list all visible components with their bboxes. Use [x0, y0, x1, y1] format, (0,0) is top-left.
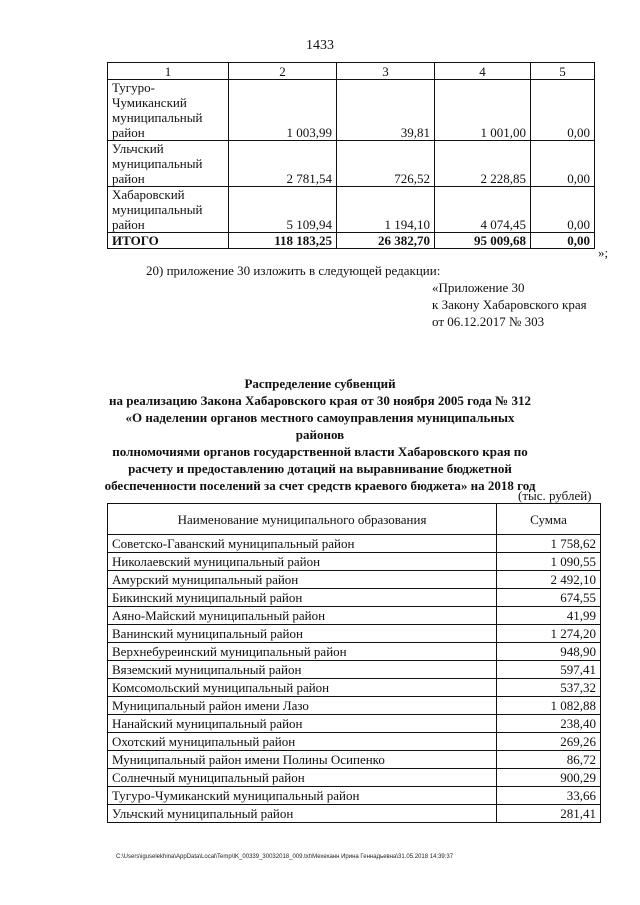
district-name: Охотский муниципальный район [108, 733, 497, 751]
table-header-row [108, 63, 595, 80]
header-sum: Сумма [497, 504, 601, 535]
table-row [108, 141, 595, 187]
table-row [108, 187, 595, 233]
district-sum: 948,90 [497, 643, 601, 661]
district-sum: 33,66 [497, 787, 601, 805]
district-name: Ульчский муниципальный район [108, 805, 497, 823]
district-name: Муниципальный район имени Полины Осипенко [108, 751, 497, 769]
appendix-reference: «Приложение 30 к Закону Хабаровского края от 06.12.2017 № 303 [432, 280, 587, 329]
column-header: 3 [337, 63, 435, 80]
distribution-table-continuation [107, 62, 595, 249]
table-row [108, 787, 601, 805]
value-cell: 726,52 [337, 141, 435, 187]
district-name: Нанайский муниципальный район [108, 715, 497, 733]
table-row [108, 643, 601, 661]
district-name-cell: Хабаровский муниципальный район [108, 187, 229, 233]
subvention-table [107, 503, 601, 823]
file-path-footer: C:\Users\iguselekhina\AppData\Local\Temp\IK_00339_30032018_009.txt\Мехеханн Ирина Геннадьевна\31.05.2018 14:39:37 [116, 854, 454, 860]
total-value: 118 183,25 [229, 233, 337, 249]
document-title: Распределение субвенций на реализацию Закона Хабаровского края от 30 ноября 2005 года № 312 «О наделении органов местного самоуправления муниципальных районов полномочиями органов государственной власти Хабаровского края по расчету и предоставлению дотаций на выравнивание бюджетной обеспеченности поселений за счет средств краевого бюджета» на 2018 год [104, 376, 536, 493]
column-header: 5 [531, 63, 595, 80]
value-cell: 4 074,45 [435, 187, 531, 233]
table-row [108, 607, 601, 625]
district-sum: 537,32 [497, 679, 601, 697]
district-sum: 1 274,20 [497, 625, 601, 643]
district-sum: 1 082,88 [497, 697, 601, 715]
district-sum: 1 758,62 [497, 535, 601, 553]
value-cell: 0,00 [531, 187, 595, 233]
value-cell: 2 228,85 [435, 141, 531, 187]
district-sum: 597,41 [497, 661, 601, 679]
page-number: 1433 [306, 38, 334, 53]
district-name: Аяно-Майский муниципальный район [108, 607, 497, 625]
value-cell: 2 781,54 [229, 141, 337, 187]
district-name: Советско-Гаванский муниципальный район [108, 535, 497, 553]
units-label: (тыс. рублей) [518, 488, 592, 503]
table-row [108, 571, 601, 589]
district-name-cell: Ульчский муниципальный район [108, 141, 229, 187]
table-row [108, 697, 601, 715]
district-name: Тугуро-Чумиканский муниципальный район [108, 787, 497, 805]
table-row [108, 805, 601, 823]
district-name: Верхнебуреинский муниципальный район [108, 643, 497, 661]
district-name: Вяземский муниципальный район [108, 661, 497, 679]
district-name: Комсомольский муниципальный район [108, 679, 497, 697]
district-name: Солнечный муниципальный район [108, 769, 497, 787]
district-sum: 86,72 [497, 751, 601, 769]
district-sum: 41,99 [497, 607, 601, 625]
district-name: Бикинский муниципальный район [108, 589, 497, 607]
district-name: Муниципальный район имени Лазо [108, 697, 497, 715]
total-row [108, 233, 595, 249]
district-sum: 2 492,10 [497, 571, 601, 589]
table-row [108, 679, 601, 697]
value-cell: 0,00 [531, 141, 595, 187]
table-row [108, 553, 601, 571]
column-header: 4 [435, 63, 531, 80]
district-sum: 1 090,55 [497, 553, 601, 571]
district-sum: 674,55 [497, 589, 601, 607]
total-value: 95 009,68 [435, 233, 531, 249]
total-value: 0,00 [531, 233, 595, 249]
district-name: Ванинский муниципальный район [108, 625, 497, 643]
table-row [108, 625, 601, 643]
table-row [108, 589, 601, 607]
value-cell: 1 001,00 [435, 80, 531, 141]
district-name-cell: Тугуро- Чумиканский муниципальный район [108, 80, 229, 141]
table-header-row [108, 504, 601, 535]
column-header: 2 [229, 63, 337, 80]
value-cell: 5 109,94 [229, 187, 337, 233]
header-name: Наименование муниципального образования [108, 504, 497, 535]
total-label: ИТОГО [108, 233, 229, 249]
district-sum: 900,29 [497, 769, 601, 787]
table-row [108, 733, 601, 751]
table-row [108, 80, 595, 141]
value-cell: 0,00 [531, 80, 595, 141]
table-row [108, 751, 601, 769]
value-cell: 1 003,99 [229, 80, 337, 141]
value-cell: 39,81 [337, 80, 435, 141]
table-row [108, 769, 601, 787]
table-row [108, 535, 601, 553]
closing-quote: »; [598, 245, 609, 260]
district-sum: 281,41 [497, 805, 601, 823]
total-value: 26 382,70 [337, 233, 435, 249]
value-cell: 1 194,10 [337, 187, 435, 233]
table-row [108, 661, 601, 679]
column-header: 1 [108, 63, 229, 80]
district-sum: 238,40 [497, 715, 601, 733]
table-row [108, 715, 601, 733]
district-sum: 269,26 [497, 733, 601, 751]
district-name: Николаевский муниципальный район [108, 553, 497, 571]
amendment-instruction: 20) приложение 30 изложить в следующей редакции: [146, 263, 441, 278]
district-name: Амурский муниципальный район [108, 571, 497, 589]
